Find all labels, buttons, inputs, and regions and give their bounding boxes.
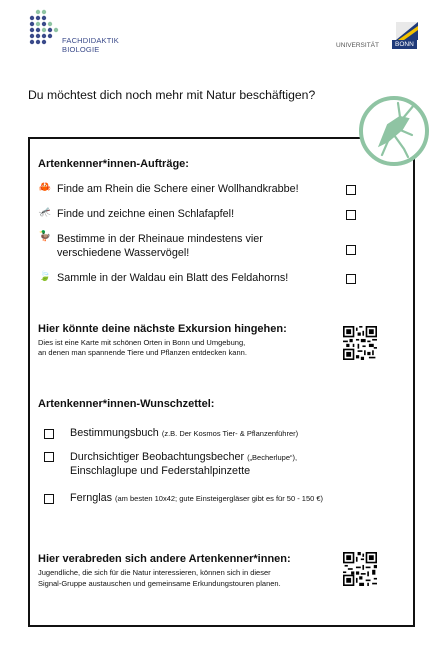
excursion-line1: Dies ist eine Karte mit schönen Orten in Bonn und Umgebung, [38, 338, 246, 347]
wish-2-label: Durchsichtiger Beobachtungsbecher [70, 451, 245, 463]
wishlist-heading: Artenkenner*innen-Wunschzettel: [38, 398, 215, 410]
grasshopper-badge [358, 95, 430, 167]
excursion-heading: Hier könnte deine nächste Exkursion hingehen: [38, 323, 287, 335]
task-1-checkbox[interactable] [346, 185, 356, 195]
university-logo [336, 22, 422, 54]
wish-3 [70, 491, 323, 506]
grasshopper-icon [358, 95, 430, 167]
intro-question: Du möchtest dich noch mehr mit Natur beschäftigen? [28, 88, 316, 102]
meet-line2: Signal-Gruppe austauschen und gemeinsame Erkundungstouren planen. [38, 579, 281, 588]
signal-group-qr-code[interactable] [343, 552, 377, 586]
task-4-checkbox[interactable] [346, 274, 356, 284]
task-1-text: Finde am Rhein die Schere einer Wollhandkrabbe! [57, 183, 299, 195]
task-4-text: Sammle in der Waldau ein Blatt des Feldahorns! [57, 272, 289, 284]
wish-2 [70, 450, 297, 465]
wish-1-checkbox[interactable] [44, 429, 54, 439]
wish-2-note: („Becherlupe“), [247, 453, 298, 462]
wish-2-checkbox[interactable] [44, 452, 54, 462]
task-3-text-line1: Bestimme in der Rheinaue mindestens vier [57, 233, 263, 245]
task-2-text: Finde und zeichne einen Schlafapfel! [57, 208, 235, 220]
logo-line1: FACHDIDAKTIK [62, 36, 119, 45]
task-3-text-line2: verschiedene Wasservögel! [57, 247, 190, 259]
university-bonn: BONN [392, 40, 417, 49]
leaf-icon: 🍃 [38, 271, 52, 282]
gall-wasp-icon: 🦟 [38, 207, 52, 218]
task-2-checkbox[interactable] [346, 210, 356, 220]
crab-icon: 🦀 [38, 182, 52, 193]
university-text: UNIVERSITÄT [336, 42, 379, 49]
duck-icon: 🦆 [38, 231, 52, 242]
dot-grid-icon [28, 8, 64, 52]
wish-3-label: Fernglas [70, 492, 113, 504]
logo-line2: BIOLOGIE [62, 45, 100, 54]
task-3-checkbox[interactable] [346, 245, 356, 255]
meet-line1: Jugendliche, die sich für die Natur interessieren, können sich in dieser [38, 568, 271, 577]
wish-1-note: (z.B. Der Kosmos Tier- & Pflanzenführer) [161, 429, 299, 438]
meet-heading: Hier verabreden sich andere Artenkenner*innen: [38, 553, 291, 565]
wish-3-checkbox[interactable] [44, 494, 54, 504]
tasks-heading: Artenkenner*innen-Aufträge: [38, 158, 189, 170]
wish-3-note: (am besten 10x42; gute Einsteigergläser gibt es für 50 - 150 €) [115, 494, 324, 503]
wish-1-label: Bestimmungsbuch [70, 427, 159, 439]
excursion-line2: an denen man spannende Tiere und Pflanzen entdecken kann. [38, 348, 247, 357]
wish-2-label-line2: Einschlaglupe und Federstahlpinzette [70, 465, 251, 477]
excursion-qr-code[interactable] [343, 326, 377, 360]
wish-1 [70, 426, 298, 441]
university-seal-icon [396, 22, 418, 40]
fachdidaktik-logo [28, 8, 148, 58]
